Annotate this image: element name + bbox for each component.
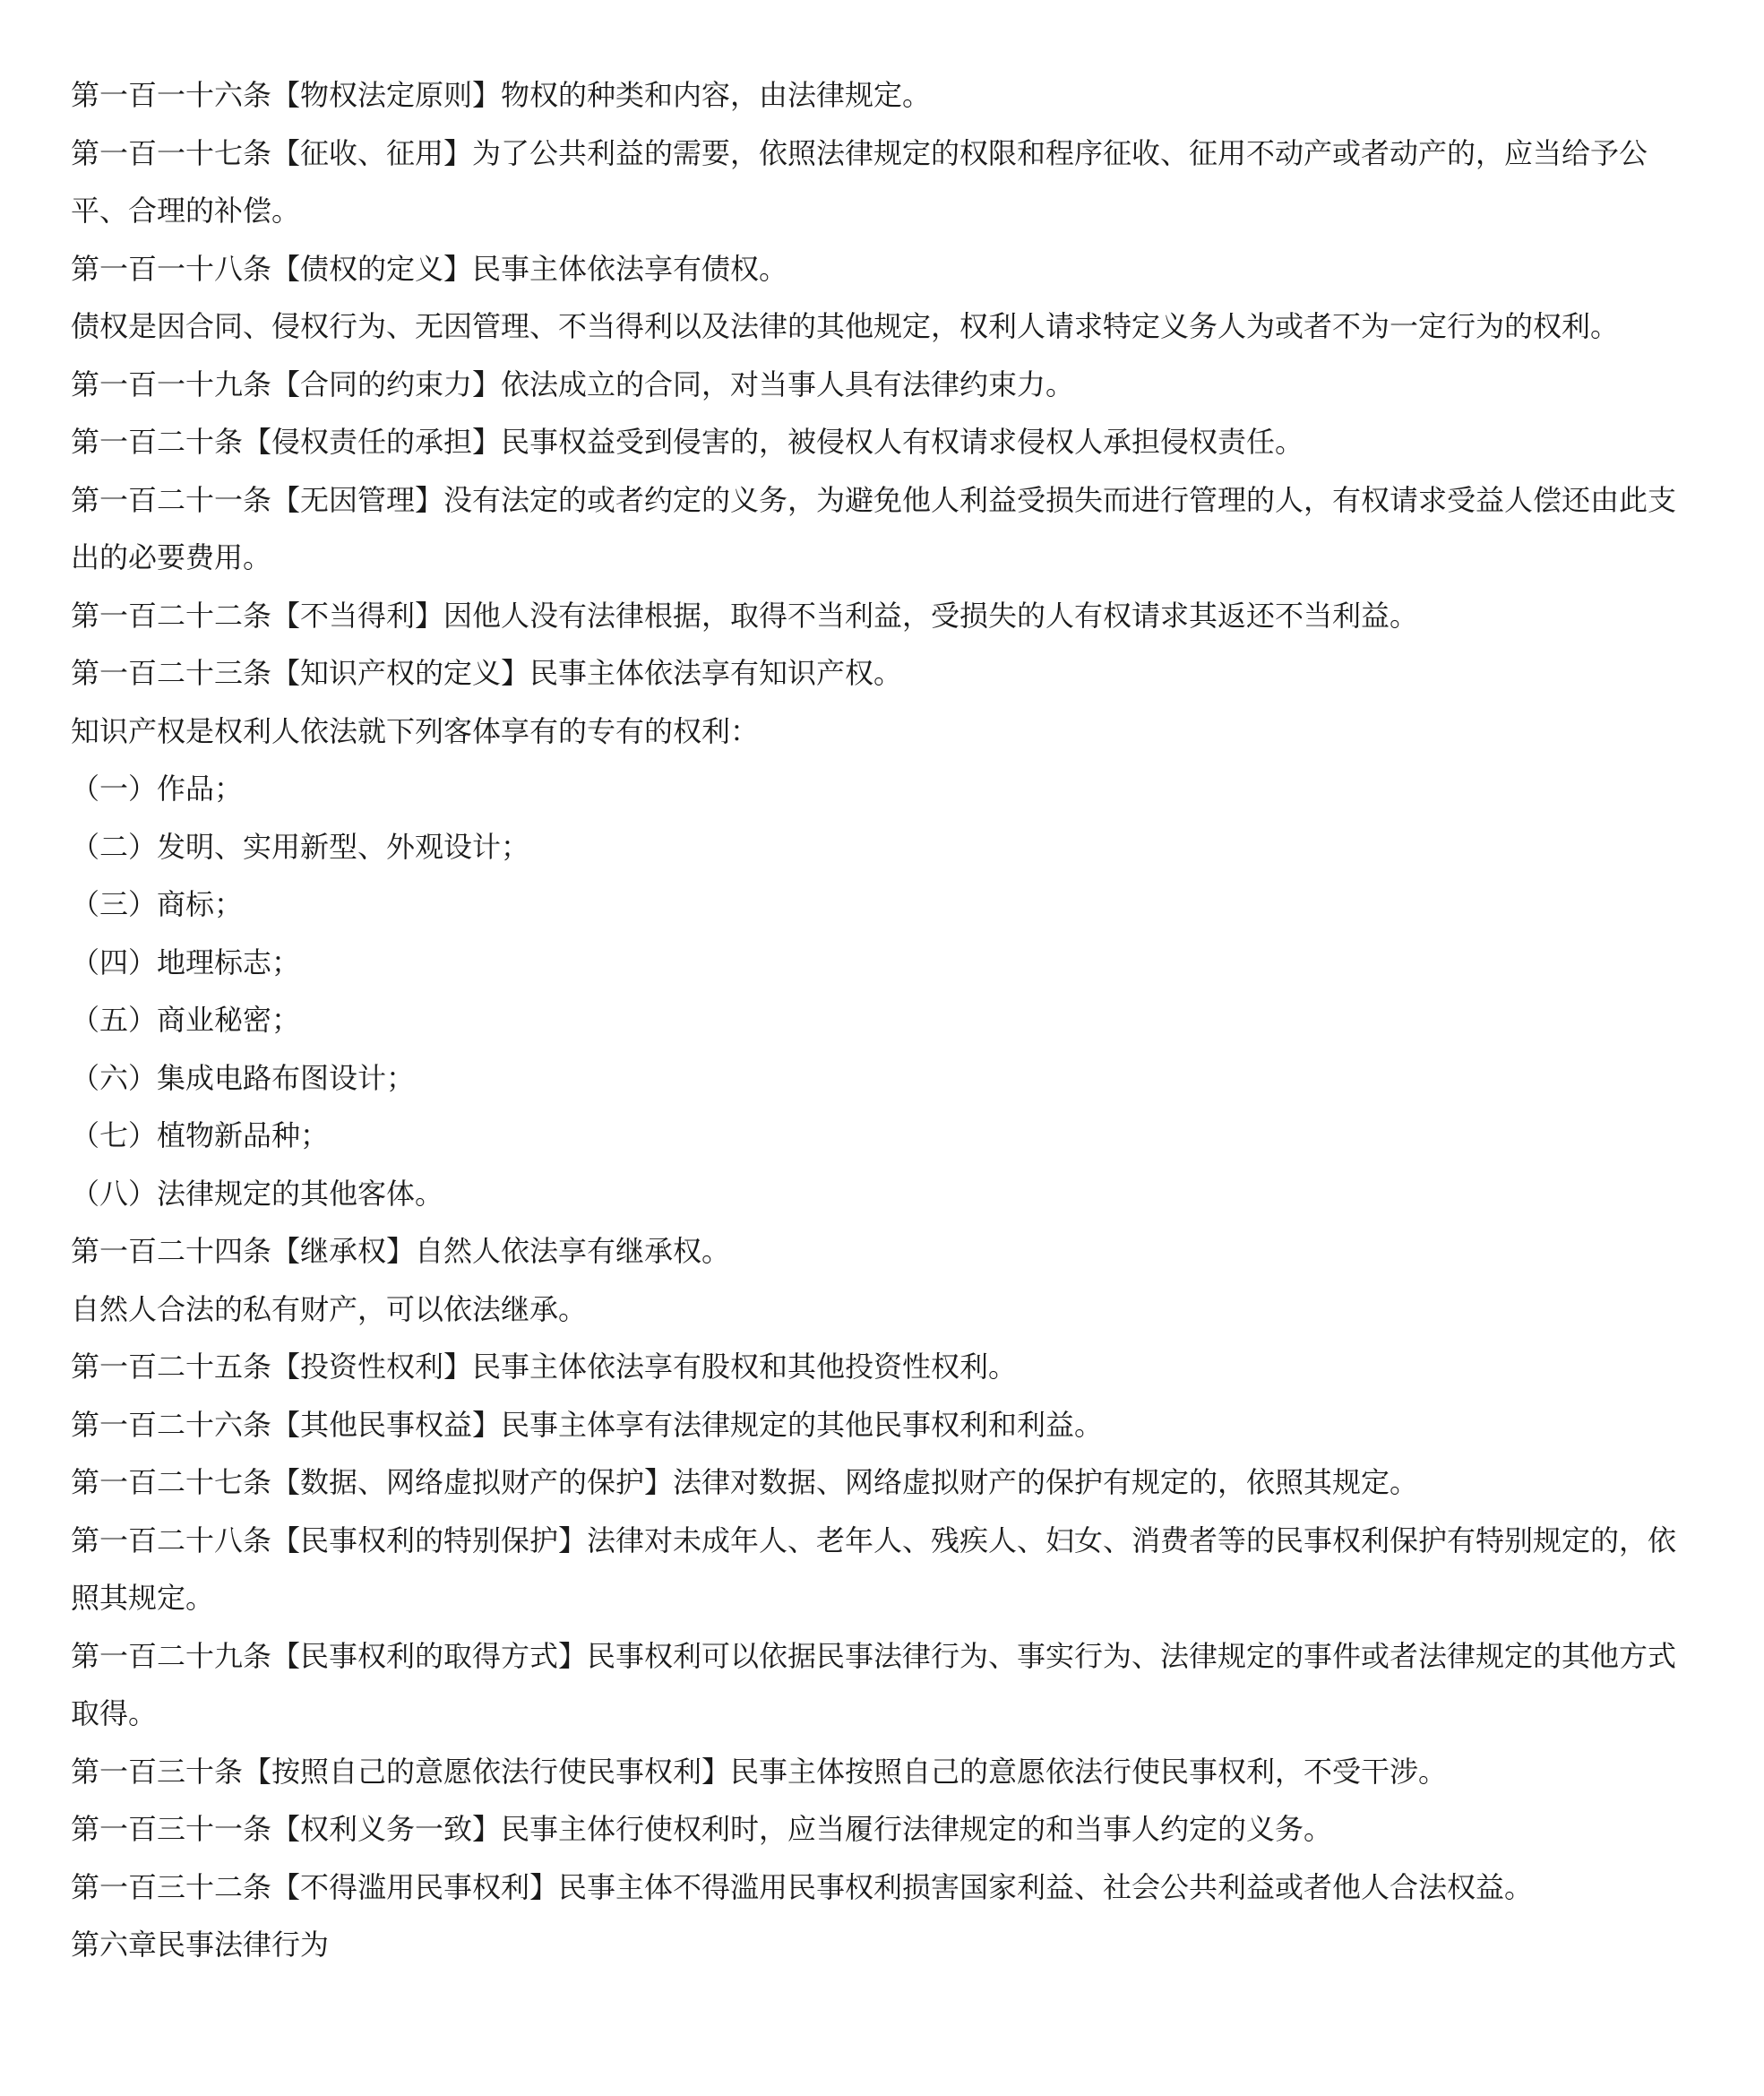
document-body [71, 66, 1701, 1974]
list-item-8: （八）法律规定的其他客体。 [71, 1176, 444, 1211]
list-item-7: （七）植物新品种； [71, 1118, 330, 1152]
list-item-3: （三）商标； [71, 887, 244, 921]
article-120: 第一百二十条【侵权责任的承担】民事权益受到侵害的，被侵权人有权请求侵权人承担侵权责任。 [71, 425, 1304, 459]
article-127: 第一百二十七条【数据、网络虚拟财产的保护】法律对数据、网络虚拟财产的保护有规定的，依照其规定。 [71, 1465, 1419, 1499]
article-132: 第一百三十二条【不得滥用民事权利】民事主体不得滥用民事权利损害国家利益、社会公共利益或者他人合法权益。 [71, 1869, 1534, 1904]
article-128: 第一百二十八条【民事权利的特别保护】法律对未成年人、老年人、残疾人、妇女、消费者等的民事权利保护有特别规定的，依照其规定。 [71, 1522, 1677, 1615]
article-130: 第一百三十条【按照自己的意愿依法行使民事权利】民事主体按照自己的意愿依法行使民事权利，不受干涉。 [71, 1754, 1448, 1789]
list-item-2: （二）发明、实用新型、外观设计； [71, 829, 530, 864]
chapter-heading: 第六章民事法律行为 [71, 1928, 330, 1962]
list-item-6: （六）集成电路布图设计； [71, 1060, 416, 1095]
article-118: 第一百一十八条【债权的定义】民事主体依法享有债权。 [71, 251, 788, 286]
list-item-4: （四）地理标志； [71, 944, 301, 979]
article-125: 第一百二十五条【投资性权利】民事主体依法享有股权和其他投资性权利。 [71, 1350, 1018, 1384]
list-item-1: （一）作品； [71, 772, 244, 806]
article-122: 第一百二十二条【不当得利】因他人没有法律根据，取得不当利益，受损失的人有权请求其返还不当利益。 [71, 598, 1419, 633]
article-123-paragraph-2: 知识产权是权利人依法就下列客体享有的专有的权利： [71, 713, 760, 748]
article-124-paragraph-2: 自然人合法的私有财产，可以依法继承。 [71, 1291, 588, 1326]
article-116: 第一百一十六条【物权法定原则】物权的种类和内容，由法律规定。 [71, 78, 932, 112]
article-118-paragraph-2: 债权是因合同、侵权行为、无因管理、不当得利以及法律的其他规定，权利人请求特定义务人为或者不为一定行为的权利。 [71, 309, 1620, 343]
article-126: 第一百二十六条【其他民事权益】民事主体享有法律规定的其他民事权利和利益。 [71, 1407, 1104, 1442]
article-119: 第一百一十九条【合同的约束力】依法成立的合同，对当事人具有法律约束力。 [71, 367, 1075, 401]
list-item-5: （五）商业秘密； [71, 1003, 301, 1037]
article-129: 第一百二十九条【民事权利的取得方式】民事权利可以依据民事法律行为、事实行为、法律规定的事件或者法律规定的其他方式取得。 [71, 1638, 1677, 1730]
article-121: 第一百二十一条【无因管理】没有法定的或者约定的义务，为避免他人利益受损失而进行管理的人，有权请求受益人偿还由此支出的必要费用。 [71, 482, 1677, 574]
article-131: 第一百三十一条【权利义务一致】民事主体行使权利时，应当履行法律规定的和当事人约定的义务。 [71, 1812, 1333, 1846]
article-123: 第一百二十三条【知识产权的定义】民事主体依法享有知识产权。 [71, 656, 903, 690]
article-117: 第一百一十七条【征收、征用】为了公共利益的需要，依照法律规定的权限和程序征收、征用不动产或者动产的，应当给予公平、合理的补偿。 [71, 135, 1648, 228]
article-124: 第一百二十四条【继承权】自然人依法享有继承权。 [71, 1234, 731, 1268]
